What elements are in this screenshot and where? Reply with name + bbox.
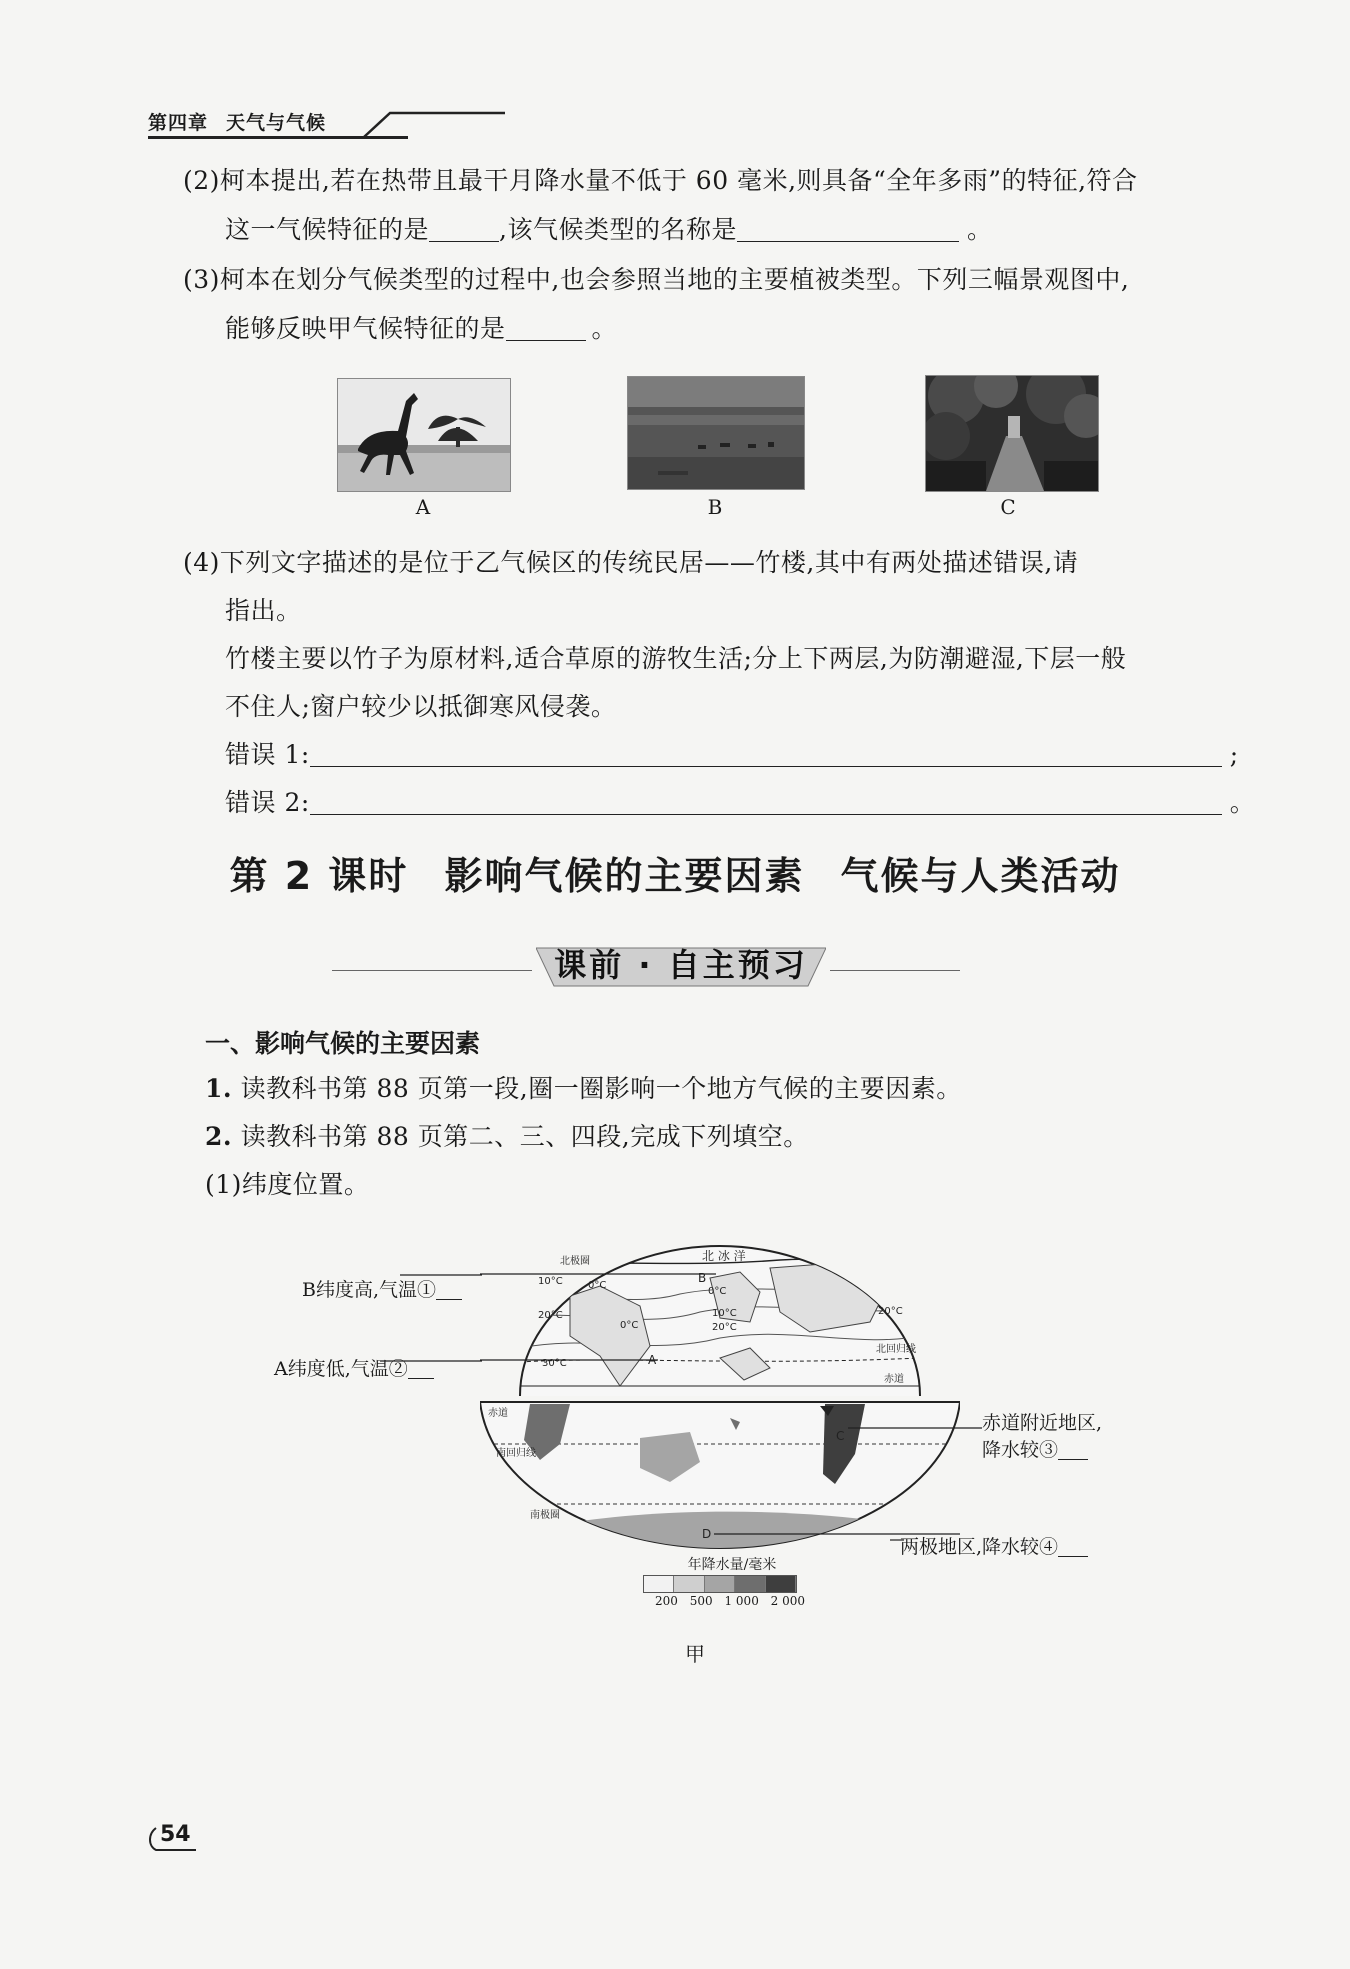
legend-swatch [644, 1576, 674, 1592]
label-a-text: A纬度低,气温② [274, 1358, 408, 1380]
legend-swatches [644, 1576, 796, 1592]
chapter-number: 第四章 [148, 112, 209, 134]
item1-text: 读教科书第 88 页第一段,圈一圈影响一个地方气候的主要因素。 [240, 1074, 962, 1103]
photo-a-savanna [337, 378, 511, 492]
q2-text-c: 。 [966, 215, 993, 244]
label-d-blank[interactable] [1058, 1538, 1088, 1557]
q2-blank-1[interactable] [429, 215, 499, 242]
error2-blank[interactable] [310, 788, 1222, 815]
item2-number: 2. [205, 1122, 233, 1151]
banner-rule-right [830, 970, 960, 971]
legend-swatch [705, 1576, 735, 1592]
q2-text-b: ,该气候类型的名称是 [499, 215, 737, 244]
label-c-line1: 赤道附近地区, [982, 1412, 1103, 1434]
item1 [205, 1072, 962, 1106]
map-arctic-circle: 北极圈 [560, 1256, 590, 1267]
photo-b-grassland [627, 376, 805, 490]
legend-ticks [655, 1594, 805, 1608]
item2 [205, 1120, 809, 1154]
map-point-c: C [836, 1429, 845, 1443]
q4-line1: (4)下列文字描述的是位于乙气候区的传统民居——竹楼,其中有两处描述错误,请 [183, 548, 1079, 577]
label-c [982, 1408, 1102, 1462]
chapter-title: 天气与气候 [226, 112, 327, 134]
map-point-b: B [698, 1271, 707, 1285]
error1-label: 错误 1: [225, 740, 310, 769]
item1-number: 1. [205, 1074, 233, 1103]
error2-label: 错误 2: [225, 788, 310, 817]
map-equator-top: 赤道 [884, 1374, 904, 1385]
q4-error2 [225, 786, 1255, 820]
map-equator-bottom: 赤道 [488, 1408, 508, 1419]
photo-c-label: C [1000, 495, 1016, 519]
header-slash-decoration [360, 108, 510, 140]
temperature-map [480, 1238, 960, 1396]
map-tropic-capricorn: 南回归线 [496, 1448, 536, 1459]
q3-line2 [225, 312, 617, 346]
error1-end: ; [1229, 740, 1239, 769]
q3-line1: (3)柯本在划分气候类型的过程中,也会参照当地的主要植被类型。下列三幅景观图中, [183, 265, 1130, 294]
legend-tick: 200 [655, 1594, 678, 1608]
map-iso-10b: 10°C [712, 1308, 737, 1319]
q4-line2: 指出。 [225, 596, 302, 625]
map-leader-extensions [960, 1426, 984, 1546]
lesson-topic-2: 气候与人类活动 [840, 854, 1121, 898]
page-number: 54 [160, 1822, 191, 1847]
legend-swatch [674, 1576, 704, 1592]
map-leader-left [380, 1273, 482, 1363]
banner-rule-left [332, 970, 532, 971]
label-c-line2: 降水较③ [982, 1439, 1059, 1461]
lesson-topic-1: 影响气候的主要因素 [444, 854, 805, 898]
map-point-d: D [702, 1527, 712, 1541]
lesson-title [0, 845, 1350, 900]
map-iso-20c: 20°C [878, 1306, 903, 1317]
map-arctic-ocean: 北 冰 洋 [702, 1249, 746, 1263]
q3-text-b: 。 [591, 314, 618, 343]
error2-end: 。 [1229, 788, 1256, 817]
q4-error1 [225, 738, 1239, 772]
precipitation-map [480, 1398, 960, 1554]
q3-blank[interactable] [506, 314, 586, 341]
q2-line1: (2)柯本提出,若在热带且最干月降水量不低于 60 毫米,则具备“全年多雨”的特征,符合 [183, 166, 1138, 195]
legend-tick: 500 [689, 1594, 713, 1608]
figure-caption: 甲 [685, 1642, 705, 1666]
q2-line2 [225, 213, 992, 247]
legend-tick: 2 000 [770, 1594, 806, 1608]
map-iso-30: 30°C [542, 1358, 567, 1369]
legend-swatch [766, 1576, 796, 1592]
error1-blank[interactable] [310, 740, 1222, 767]
map-point-a: A [648, 1353, 657, 1367]
sub1: (1)纬度位置。 [205, 1170, 370, 1199]
savanna-giraffe-icon [338, 379, 510, 491]
banner-title: 课前 · 自主预习 [554, 946, 808, 984]
legend-title: 年降水量/毫米 [687, 1557, 777, 1573]
grassland-herd-icon [628, 377, 804, 489]
rainforest-icon [926, 376, 1098, 491]
map-iso-10a: 10°C [538, 1276, 563, 1287]
map-iso-0c: 0°C [620, 1320, 639, 1331]
photo-a-label: A [415, 495, 431, 519]
map-tropic-cancer: 北回归线 [876, 1344, 916, 1355]
label-b-text: B纬度高,气温① [302, 1279, 437, 1301]
q4-line4: 不住人;窗户较少以抵御寒风侵袭。 [225, 692, 617, 721]
map-iso-20a: 20°C [538, 1310, 563, 1321]
item2-text: 读教科书第 88 页第二、三、四段,完成下列填空。 [240, 1122, 809, 1151]
lesson-number: 第 2 课时 [229, 854, 409, 898]
map-iso-20b: 20°C [712, 1322, 737, 1333]
legend-swatch [735, 1576, 765, 1592]
section-heading: 一、影响气候的主要因素 [205, 1029, 481, 1058]
map-antarctic-circle: 南极圈 [530, 1510, 560, 1521]
label-c-blank[interactable] [1058, 1441, 1088, 1460]
map-iso-0a: 0°C [588, 1280, 607, 1291]
running-header [148, 108, 326, 135]
precipitation-legend [643, 1575, 797, 1593]
q2-text-a: 这一气候特征的是 [225, 215, 430, 244]
q4-line3: 竹楼主要以竹子为原材料,适合草原的游牧生活;分上下两层,为防潮避湿,下层一般 [225, 644, 1127, 673]
label-d-text: 两极地区,降水较④ [900, 1536, 1059, 1558]
legend-tick: 1 000 [724, 1594, 759, 1608]
photo-b-label: B [707, 495, 723, 519]
map-leader-d [890, 1538, 904, 1544]
map-iso-0b: 0°C [708, 1286, 727, 1297]
q2-blank-2[interactable] [737, 215, 959, 242]
photo-c-rainforest [925, 375, 1099, 492]
q3-text-a: 能够反映甲气候特征的是 [225, 314, 506, 343]
